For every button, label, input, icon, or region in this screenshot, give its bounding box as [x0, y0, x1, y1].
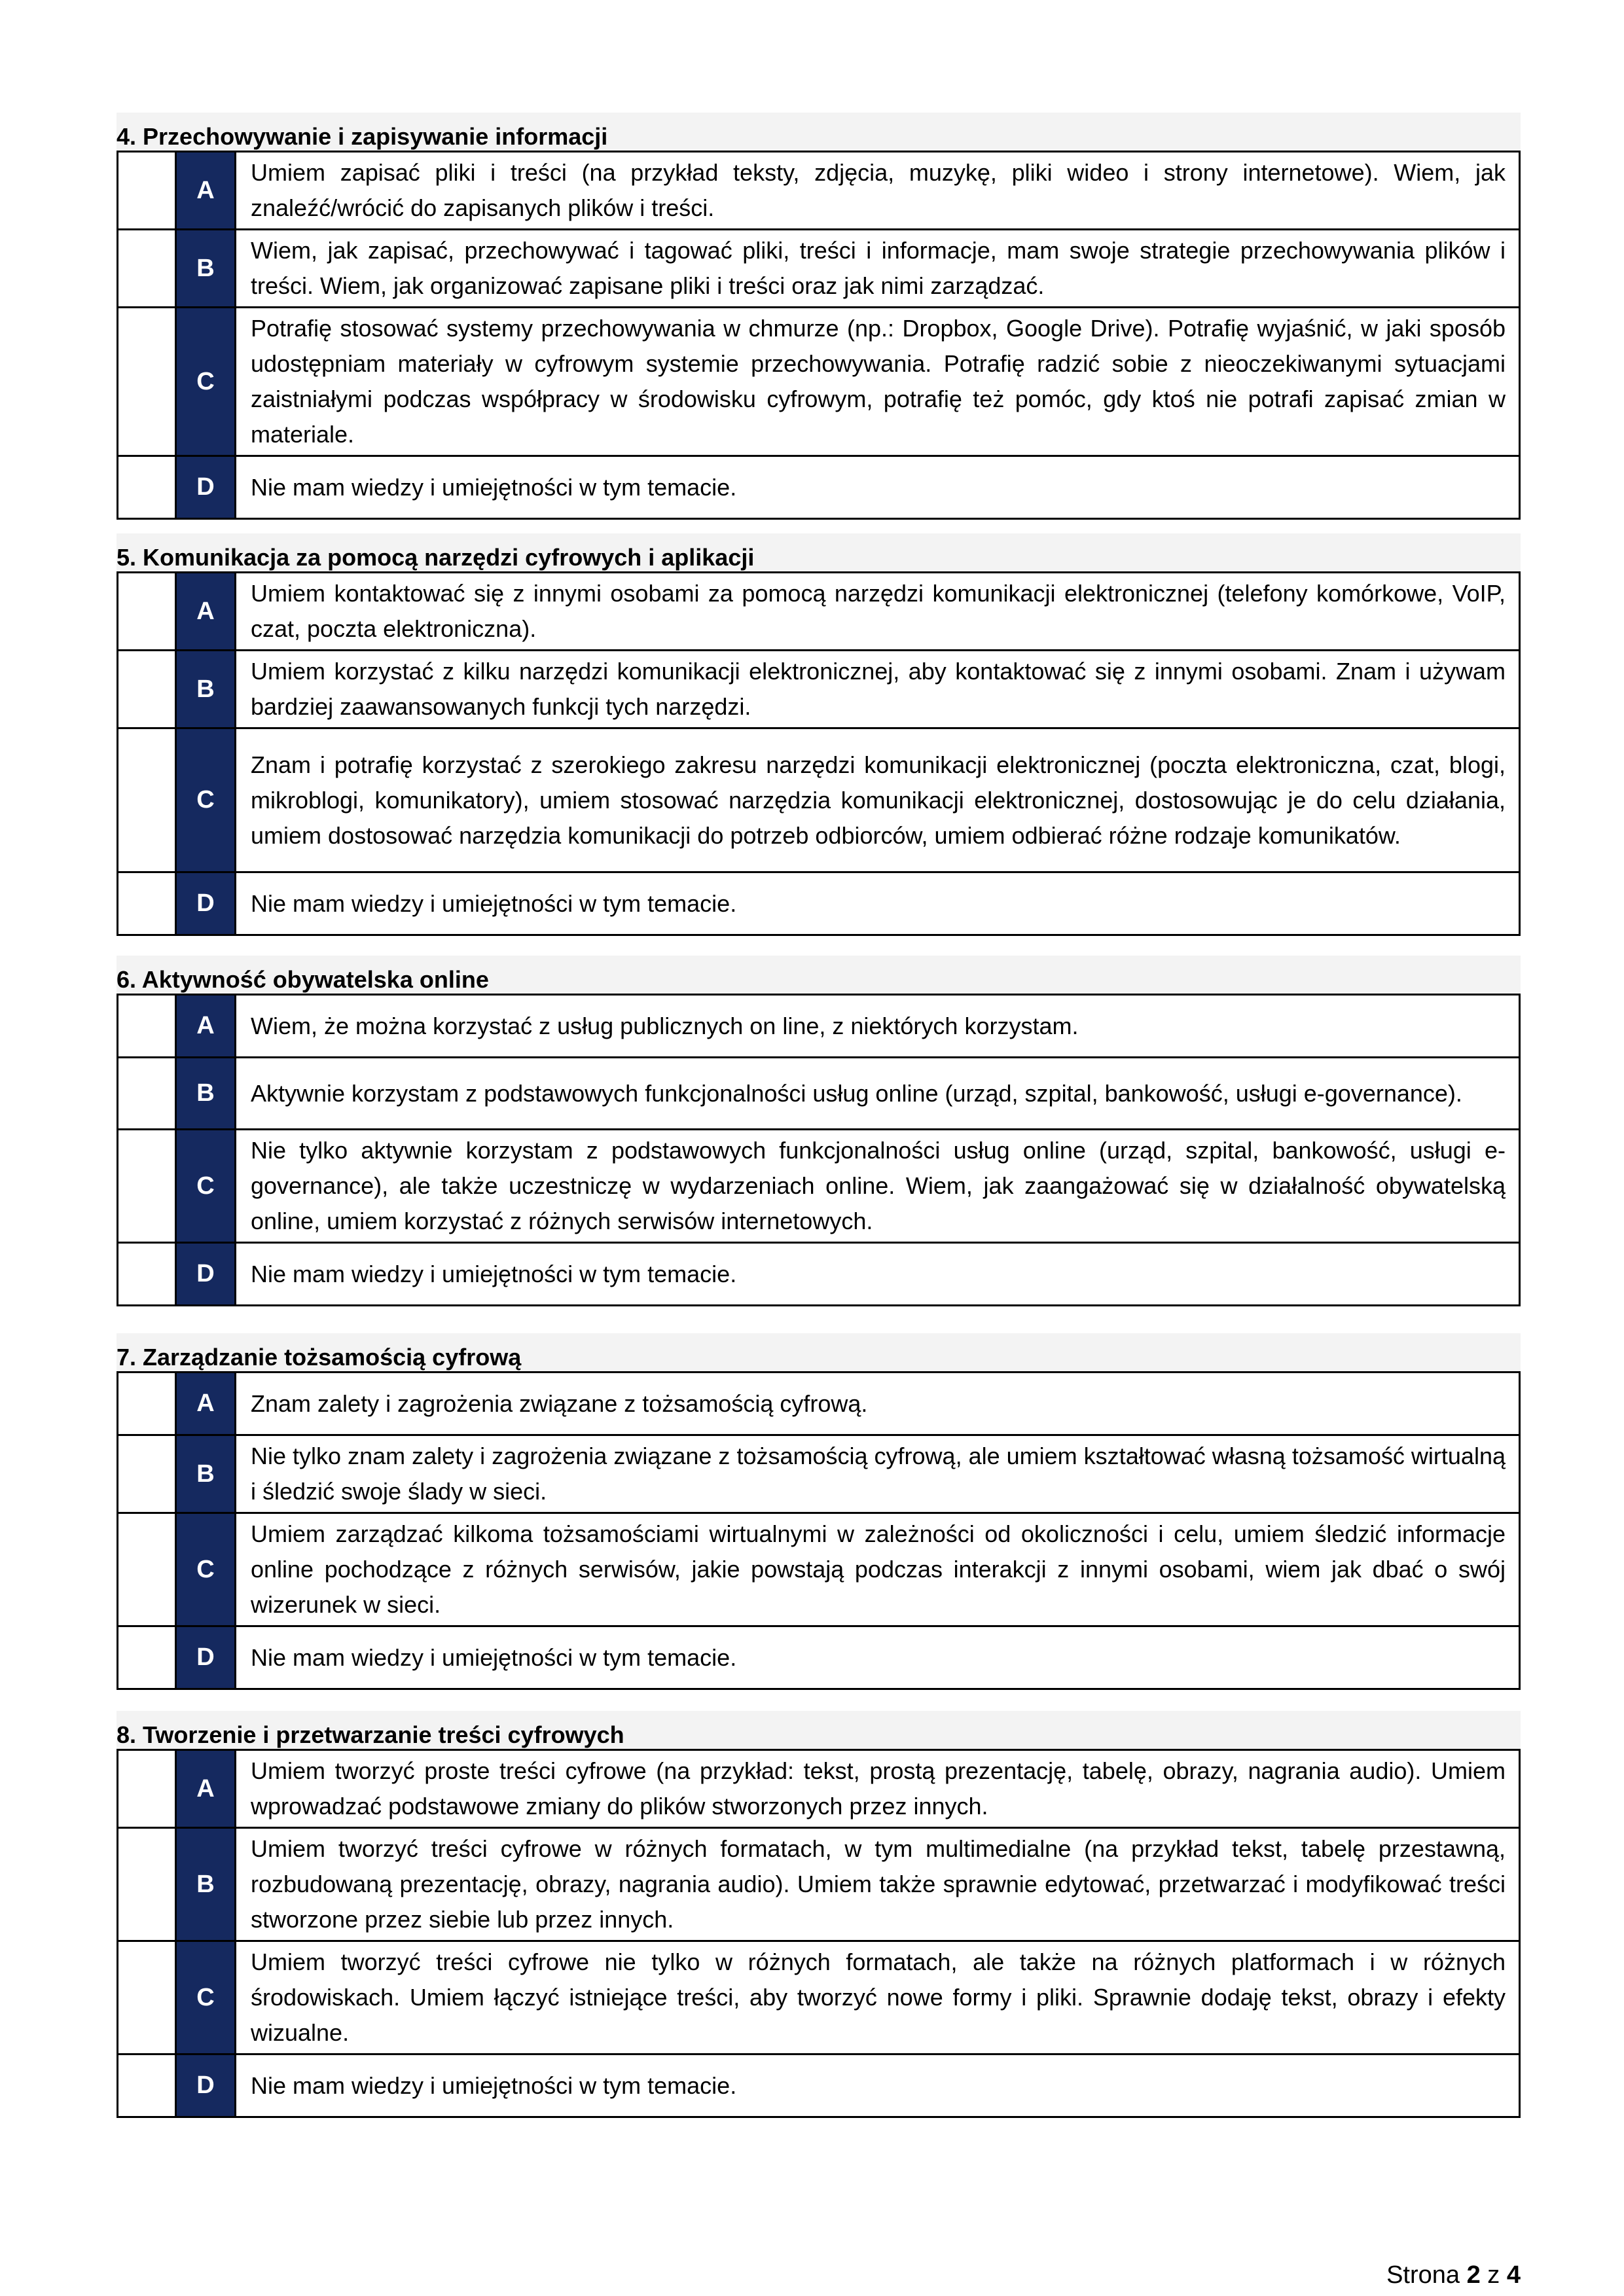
option-text: Znam zalety i zagrożenia związane z tożsamością cyfrową. — [236, 1372, 1520, 1435]
answer-checkbox[interactable] — [118, 1130, 176, 1243]
option-text: Umiem tworzyć proste treści cyfrowe (na przykład: tekst, prostą prezentację, tabelę, obrazy, nagrania audio). Umiem wprowadzać podstawowe zmiany do plików stworzonych przez innych. — [236, 1750, 1520, 1828]
answer-checkbox[interactable] — [118, 1828, 176, 1941]
option-row-c — [118, 1513, 1520, 1626]
section-title: 6. Aktywność obywatelska online — [117, 966, 489, 993]
option-row-b — [118, 1828, 1520, 1941]
option-text: Umiem zarządzać kilkoma tożsamościami wirtualnymi w zależności od okoliczności i celu, umiem śledzić informacje online pochodzące z różnych serwisów, jakie powstają podczas interakcji z innymi osobami, wiem jak dbać o swój wizerunek w sieci. — [236, 1513, 1520, 1626]
option-text: Znam i potrafię korzystać z szerokiego zakresu narzędzi komunikacji elektronicznej (poczta elektroniczna, czat, blogi, mikroblogi, komunikatory), umiem stosować narzędzia komunikacji elektronicznej, dostosowując je do celu działania, umiem dostosować narzędzia komunikacji do potrzeb odbiorców, umiem odbierać różne rodzaje komunikatów. — [236, 728, 1520, 872]
option-letter: C — [176, 1513, 236, 1626]
page-number-current: 2 — [1466, 2261, 1481, 2289]
section-7 — [117, 1333, 1521, 1690]
option-letter: D — [176, 1243, 236, 1306]
option-row-d — [118, 872, 1520, 935]
page-number-total: 4 — [1506, 2261, 1521, 2289]
answer-checkbox[interactable] — [118, 1750, 176, 1828]
option-letter: C — [176, 308, 236, 456]
option-letter: D — [176, 456, 236, 519]
option-text: Umiem tworzyć treści cyfrowe w różnych formatach, w tym multimedialne (na przykład tekst, tabelę przestawną, rozbudowaną prezentację, obrazy, nagrania audio). Umiem także sprawnie edytować, przetwarzać i modyfikować treści stworzone przez siebie lub przez innych. — [236, 1828, 1520, 1941]
section-title: 7. Zarządzanie tożsamością cyfrową — [117, 1344, 522, 1371]
option-letter: A — [176, 1750, 236, 1828]
option-text: Aktywnie korzystam z podstawowych funkcjonalności usług online (urząd, szpital, bankowość, usługi e-governance). — [236, 1058, 1520, 1130]
option-text: Nie mam wiedzy i umiejętności w tym temacie. — [236, 456, 1520, 519]
answer-checkbox[interactable] — [118, 1435, 176, 1513]
option-text: Nie mam wiedzy i umiejętności w tym temacie. — [236, 1626, 1520, 1689]
option-text: Nie tylko aktywnie korzystam z podstawowych funkcjonalności usług online (urząd, szpital, bankowość, usługi e-governance), ale także uczestniczę w wydarzeniach online. Wiem, jak zaangażować się w działalność obywatelską online, umiem korzystać z różnych serwisów internetowych. — [236, 1130, 1520, 1243]
option-text: Umiem zapisać pliki i treści (na przykład teksty, zdjęcia, muzykę, pliki wideo i strony internetowe). Wiem, jak znaleźć/wrócić do zapisanych plików i treści. — [236, 152, 1520, 230]
page-number-prefix: Strona — [1386, 2261, 1460, 2289]
option-row-c — [118, 728, 1520, 872]
option-letter: C — [176, 728, 236, 872]
option-text: Nie tylko znam zalety i zagrożenia związane z tożsamością cyfrową, ale umiem kształtować własną tożsamość wirtualną i śledzić swoje ślady w sieci. — [236, 1435, 1520, 1513]
answer-checkbox[interactable] — [118, 872, 176, 935]
answer-checkbox[interactable] — [118, 1513, 176, 1626]
option-letter: B — [176, 651, 236, 728]
option-row-a — [118, 573, 1520, 651]
answer-checkbox[interactable] — [118, 573, 176, 651]
option-letter: B — [176, 230, 236, 308]
option-row-a — [118, 1372, 1520, 1435]
section-6 — [117, 956, 1521, 1306]
page-number-separator: z — [1487, 2261, 1500, 2289]
options-table — [117, 151, 1521, 520]
section-title: 5. Komunikacja za pomocą narzędzi cyfrowych i aplikacji — [117, 544, 755, 571]
answer-checkbox[interactable] — [118, 1626, 176, 1689]
options-table — [117, 571, 1521, 936]
answer-checkbox[interactable] — [118, 651, 176, 728]
section-4 — [117, 113, 1521, 520]
option-row-d — [118, 1243, 1520, 1306]
answer-checkbox[interactable] — [118, 456, 176, 519]
option-row-d — [118, 456, 1520, 519]
option-row-b — [118, 1435, 1520, 1513]
option-row-a — [118, 1750, 1520, 1828]
option-row-a — [118, 995, 1520, 1058]
option-text: Nie mam wiedzy i umiejętności w tym temacie. — [236, 1243, 1520, 1306]
options-table — [117, 1749, 1521, 2118]
option-letter: B — [176, 1435, 236, 1513]
option-row-b — [118, 651, 1520, 728]
option-row-c — [118, 308, 1520, 456]
option-text: Umiem tworzyć treści cyfrowe nie tylko w różnych formatach, ale także na różnych platformach i w różnych środowiskach. Umiem łączyć istniejące treści, aby tworzyć nowe formy i pliki. Sprawnie dodaję tekst, obrazy i efekty wizualne. — [236, 1941, 1520, 2054]
answer-checkbox[interactable] — [118, 230, 176, 308]
option-letter: A — [176, 1372, 236, 1435]
answer-checkbox[interactable] — [118, 1372, 176, 1435]
option-letter: D — [176, 2054, 236, 2117]
option-row-d — [118, 1626, 1520, 1689]
answer-checkbox[interactable] — [118, 728, 176, 872]
option-letter: C — [176, 1941, 236, 2054]
option-text: Umiem kontaktować się z innymi osobami za pomocą narzędzi komunikacji elektronicznej (telefony komórkowe, VoIP, czat, poczta elektroniczna). — [236, 573, 1520, 651]
option-letter: B — [176, 1058, 236, 1130]
section-8 — [117, 1711, 1521, 2118]
option-letter: B — [176, 1828, 236, 1941]
answer-checkbox[interactable] — [118, 1941, 176, 2054]
answer-checkbox[interactable] — [118, 2054, 176, 2117]
option-row-b — [118, 230, 1520, 308]
option-row-c — [118, 1941, 1520, 2054]
options-table — [117, 1371, 1521, 1690]
option-row-b — [118, 1058, 1520, 1130]
section-title: 4. Przechowywanie i zapisywanie informacji — [117, 123, 608, 150]
option-letter: A — [176, 995, 236, 1058]
option-text: Wiem, że można korzystać z usług publicznych on line, z niektórych korzystam. — [236, 995, 1520, 1058]
section-5 — [117, 533, 1521, 936]
answer-checkbox[interactable] — [118, 152, 176, 230]
option-row-c — [118, 1130, 1520, 1243]
option-text: Nie mam wiedzy i umiejętności w tym temacie. — [236, 2054, 1520, 2117]
option-text: Umiem korzystać z kilku narzędzi komunikacji elektronicznej, aby kontaktować się z innymi osobami. Znam i używam bardziej zaawansowanych funkcji tych narzędzi. — [236, 651, 1520, 728]
answer-checkbox[interactable] — [118, 1058, 176, 1130]
option-letter: A — [176, 573, 236, 651]
option-row-a — [118, 152, 1520, 230]
option-text: Wiem, jak zapisać, przechowywać i tagować pliki, treści i informacje, mam swoje strategie przechowywania plików i treści. Wiem, jak organizować zapisane pliki i treści oraz jak nimi zarządzać. — [236, 230, 1520, 308]
option-row-d — [118, 2054, 1520, 2117]
option-letter: D — [176, 872, 236, 935]
answer-checkbox[interactable] — [118, 308, 176, 456]
option-text: Potrafię stosować systemy przechowywania w chmurze (np.: Dropbox, Google Drive). Potrafię wyjaśnić, w jaki sposób udostępniam materiały w cyfrowym systemie przechowywania. Potrafię radzić sobie z nieoczekiwanymi sytuacjami zaistniałymi podczas współpracy w środowisku cyfrowym, potrafię też pomóc, gdy ktoś nie potrafi zapisać zmian w materiale. — [236, 308, 1520, 456]
answer-checkbox[interactable] — [118, 1243, 176, 1306]
section-title: 8. Tworzenie i przetwarzanie treści cyfrowych — [117, 1721, 624, 1748]
option-letter: A — [176, 152, 236, 230]
option-letter: D — [176, 1626, 236, 1689]
option-letter: C — [176, 1130, 236, 1243]
answer-checkbox[interactable] — [118, 995, 176, 1058]
options-table — [117, 994, 1521, 1306]
page-number — [1386, 2261, 1521, 2289]
option-text: Nie mam wiedzy i umiejętności w tym temacie. — [236, 872, 1520, 935]
